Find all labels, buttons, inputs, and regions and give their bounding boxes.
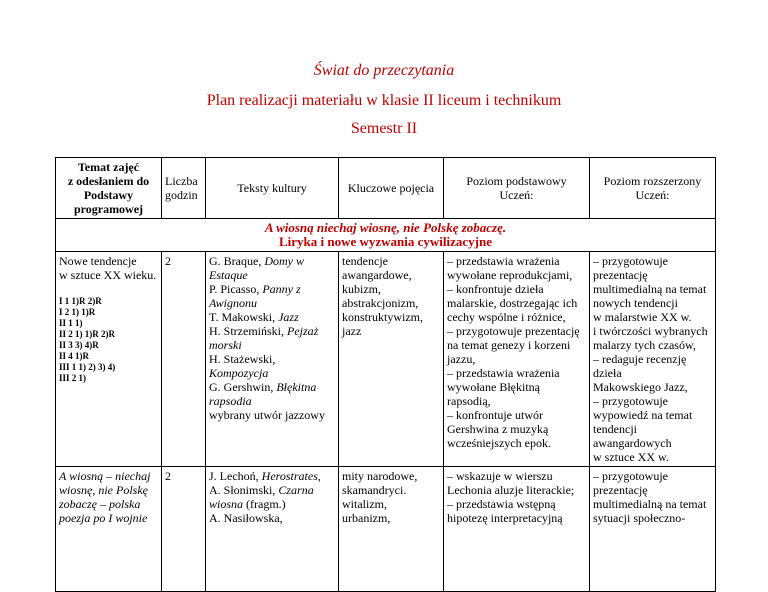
header-topic: Temat zajęć z odesłaniem do Podstawy programowej [56,158,162,219]
section-row [56,219,716,252]
topic-cell [56,252,162,467]
concepts-cell: mity narodowe, skamandryci. witalizm, urbanizm, [339,467,444,592]
curriculum-codes: I 1 1)R 2)R I 2 1) 1)R II 1 1) II 2 1) 1)R 2)R II 3 3) 4)R II 4 1)R III 1 1) 2) 3) 4) III 2 1) [59,296,116,383]
extended-level-cell: – przygotowuje prezentację multimedialną na temat sytuacji społeczno- [590,467,716,592]
texts-cell: J. Lechoń, Herostrates, A. Słonimski, Czarna wiosna (fragm.) A. Nasiłowska, [206,467,339,592]
header-hours: Liczba godzin [162,158,206,219]
semester-label: Semestr II [350,120,418,137]
hours-cell: 2 [162,467,206,592]
section-subtitle: Liryka i nowe wyzwania cywilizacyjne [278,234,493,249]
section-heading [56,219,716,252]
table-row [56,467,716,592]
hours-cell: 2 [162,252,206,467]
header-extended-level: Poziom rozszerzony Uczeń: [590,158,716,219]
header-texts: Teksty kultury [206,158,339,219]
topic-text: A wiosną – niechaj wiosnę, nie Polskę zobaczę – polska poezja po I wojnie [59,469,151,525]
extended-level-cell: – przygotowuje prezentację multimedialną na temat nowych tendencji w malarstwie XX w. i twórczości wybranych malarzy tych czasów, – redaguje recenzję dzieła Makowskiego Jazz, – przygotowuje wypowiedź na temat tendencji awangardowych w sztuce XX w. [590,252,716,467]
table-row [56,252,716,467]
table-header-row [56,158,716,219]
section-title: A wiosną niechaj wiosnę, nie Polskę zobaczę. [264,220,507,235]
document-subtitle: Plan realizacji materiału w klasie II liceum i technikum [206,92,562,109]
topic-cell [56,467,162,592]
document-title: Świat do przeczytania [313,62,455,79]
header-concepts: Kluczowe pojęcia [339,158,444,219]
curriculum-table [55,157,716,592]
texts-cell: G. Braque, Domy w Estaque P. Picasso, Panny z Awignonu T. Makowski, Jazz H. Strzemiński, Pejzaż morski H. Stażewski, Kompozycja G. Gershwin, Błękitna rapsodia wybrany utwór jazzowy [206,252,339,467]
concepts-cell: tendencje awangardowe, kubizm, abstrakcjonizm, konstruktywizm, jazz [339,252,444,467]
basic-level-cell: – przedstawia wrażenia wywołane reprodukcjami, – konfrontuje dzieła malarskie, dostrzegając ich cechy wspólne i różnice, – przygotowuje prezentację na temat genezy i korzeni jazzu, – przedstawia wrażenia wywołane Błękitną rapsodią, – konfrontuje utwór Gershwina z muzyką wcześniejszych epok. [444,252,590,467]
header-basic-level: Poziom podstawowy Uczeń: [444,158,590,219]
basic-level-cell: – wskazuje w wierszu Lechonia aluzje literackie; – przedstawia wstępną hipotezę interpretacyjną [444,467,590,592]
topic-text: Nowe tendencje w sztuce XX wieku. [59,254,157,282]
